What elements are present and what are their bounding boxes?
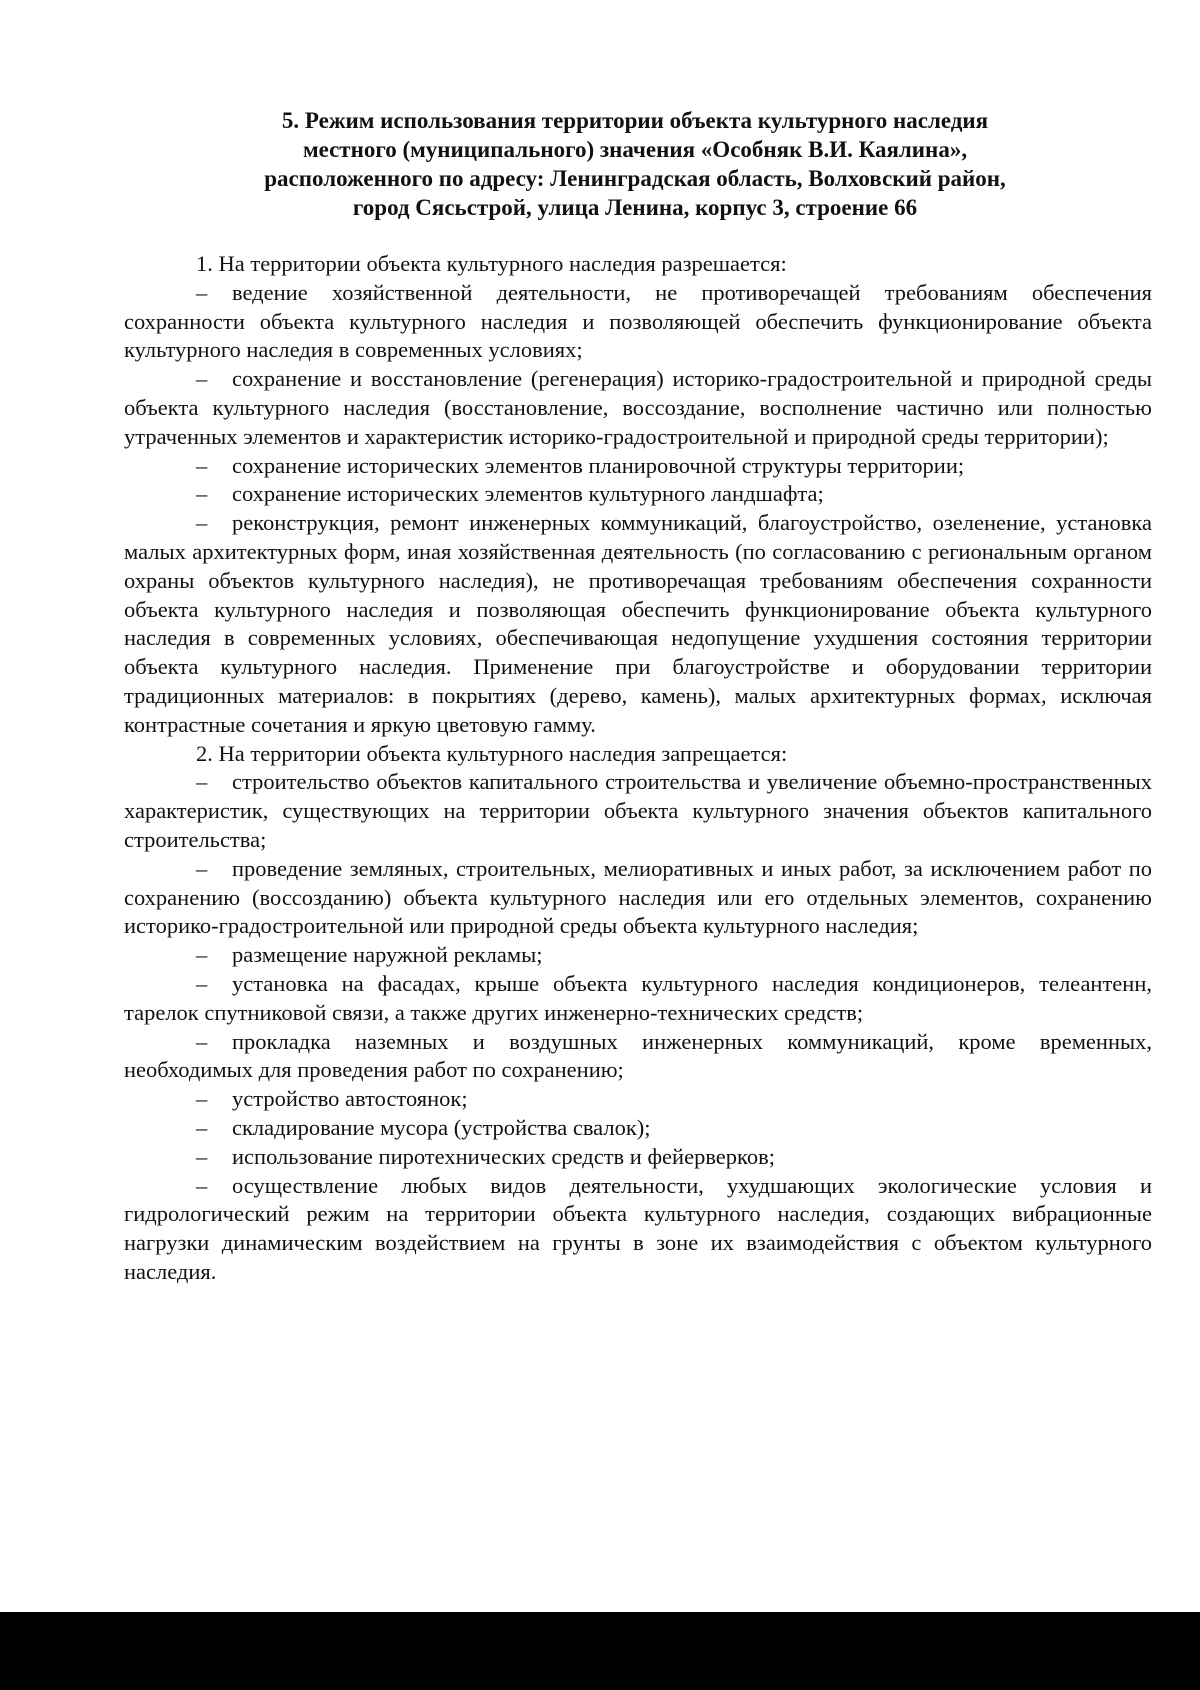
item-text: осуществление любых видов деятельности, ухудшающих экологические условия и гидрологический режим на территории объекта культурного наследия, создающих вибрационные нагрузки динамическим воздействием на грунты в зоне их взаимодействия с объектом культурного наследия. [124, 1172, 1152, 1284]
dash-marker: – [196, 1086, 208, 1112]
item-text: использование пиротехнических средств и фейерверков; [232, 1143, 775, 1169]
dash-marker: – [196, 769, 208, 795]
section-1-item [124, 279, 1152, 365]
document-heading [160, 106, 1110, 222]
dash-marker: – [196, 510, 208, 536]
section-2-item [124, 1143, 1152, 1172]
section-1-item [124, 509, 1152, 739]
item-text: сохранение исторических элементов планировочной структуры территории; [232, 452, 965, 478]
item-text: складирование мусора (устройства свалок); [232, 1114, 651, 1140]
section-2-item [124, 855, 1152, 941]
item-text: размещение наружной рекламы; [232, 942, 543, 968]
section-2-item [124, 768, 1152, 854]
item-text: строительство объектов капитального строительства и увеличение объемно-пространственных характеристик, существующих на территории объекта культурного значения объектов капитального строительства; [124, 769, 1152, 852]
section-2-item [124, 1172, 1152, 1287]
item-text: прокладка наземных и воздушных инженерных коммуникаций, кроме временных, необходимых для проведения работ по сохранению; [124, 1028, 1152, 1083]
dash-marker: – [196, 942, 208, 968]
dash-marker: – [196, 279, 208, 305]
section-2-title: 2. На территории объекта культурного наследия запрещается: [196, 740, 788, 766]
dash-marker: – [196, 366, 208, 392]
heading-line: расположенного по адресу: Ленинградская область, Волховский район, [264, 166, 1006, 191]
dash-marker: – [196, 1172, 208, 1198]
item-text: ведение хозяйственной деятельности, не противоречащей требованиям обеспечения сохранности объекта культурного наследия и позволяющей обеспечить функционирование объекта культурного наследия в современных условиях; [124, 279, 1152, 363]
scan-edge-band [0, 1612, 1200, 1690]
document-body [124, 250, 1152, 1287]
heading-line: 5. Режим использования территории объекта культурного наследия [281, 108, 989, 133]
heading-line: город Сясьстрой, улица Ленина, корпус 3, строение 66 [352, 195, 918, 220]
section-2-item [124, 1114, 1152, 1143]
item-text: сохранение исторических элементов культурного ландшафта; [232, 481, 824, 507]
dash-marker: – [196, 1143, 208, 1169]
dash-marker: – [196, 1114, 208, 1140]
heading-line: местного (муниципального) значения «Особняк В.И. Каялина», [302, 137, 968, 162]
section-2-item [124, 1028, 1152, 1086]
item-text: проведение земляных, строительных, мелиоративных и иных работ, за исключением работ по сохранению (воссозданию) объекта культурного наследия или его отдельных элементов, сохранению историко-градостроительной или природной среды объекта культурного наследия; [124, 855, 1152, 939]
section-2-item [124, 941, 1152, 970]
dash-marker: – [196, 855, 208, 881]
item-text: установка на фасадах, крыше объекта культурного наследия кондиционеров, телеантенн, тарелок спутниковой связи, а также других инженерно-технических средств; [124, 970, 1152, 1025]
item-text: устройство автостоянок; [232, 1086, 468, 1112]
section-1-item [124, 480, 1152, 509]
section-1-item [124, 452, 1152, 481]
section-2-item [124, 1085, 1152, 1114]
section-2-item [124, 970, 1152, 1028]
item-text: реконструкция, ремонт инженерных коммуникаций, благоустройство, озеленение, установка малых архитектурных форм, иная хозяйственная деятельность (по согласованию с региональным органом охраны объектов культурного наследия), не противоречащая требованиям обеспечения сохранности объекта культурного наследия и позволяющая обеспечить функционирование объекта культурного наследия в современных условиях, обеспечивающая недопущение ухудшения состояния территории объекта культурного наследия. Применение при благоустройстве и оборудовании территории традиционных материалов: в покрытиях (дерево, камень), малых архитектурных формах, исключая контрастные сочетания и яркую цветовую гамму. [124, 510, 1152, 737]
section-1-title: 1. На территории объекта культурного наследия разрешается: [196, 251, 787, 276]
item-text: сохранение и восстановление (регенерация) историко-градостроительной и природной среды объекта культурного наследия (восстановление, воссоздание, восполнение частично или полностью утраченных элементов и характеристик историко-градостроительной и природной среды территории); [124, 366, 1152, 449]
section-1-item [124, 365, 1152, 451]
dash-marker: – [196, 1028, 208, 1054]
dash-marker: – [196, 481, 208, 507]
dash-marker: – [196, 452, 208, 478]
dash-marker: – [196, 970, 208, 996]
